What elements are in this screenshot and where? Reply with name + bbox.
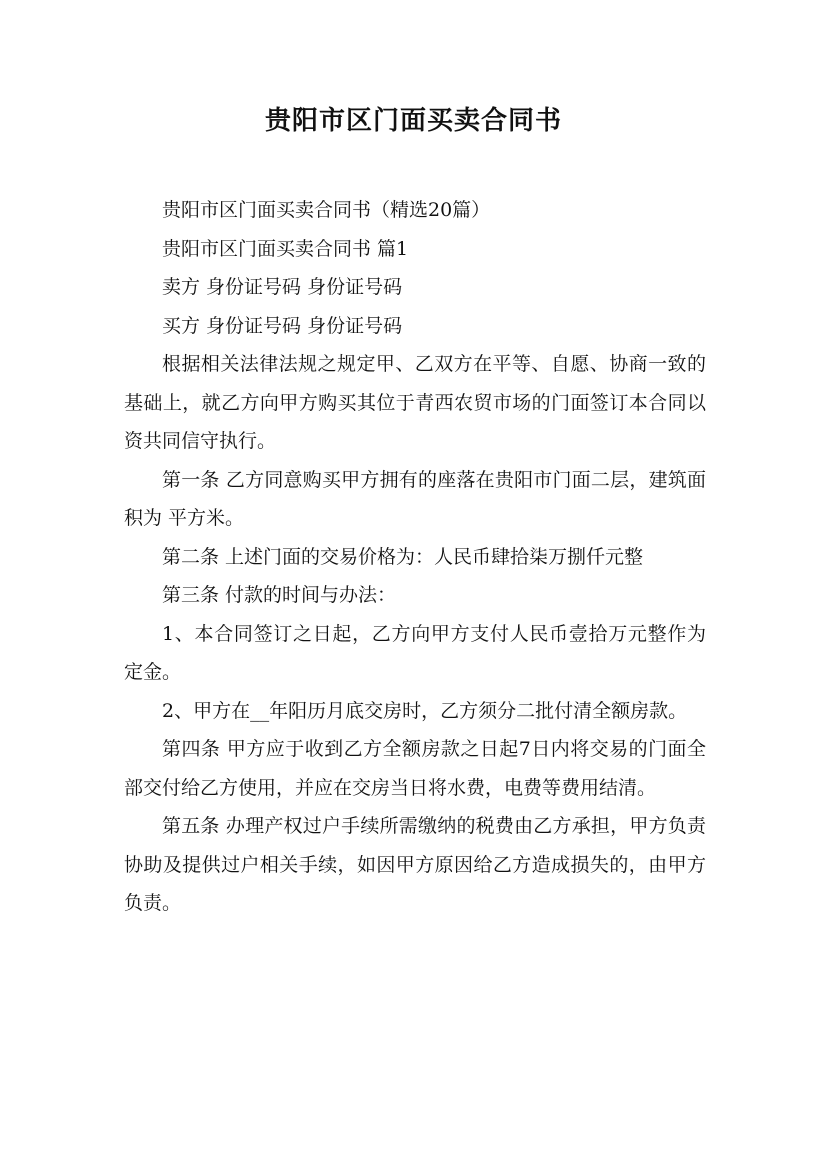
paragraph-article-1: 第一条 乙方同意购买甲方拥有的座落在贵阳市门面二层，建筑面积为 平方米。 bbox=[124, 468, 706, 529]
paragraph-article-2: 第二条 上述门面的交易价格为：人民币肆拾柒万捌仟元整 bbox=[162, 545, 644, 568]
document-body bbox=[124, 191, 706, 923]
paragraph-article-4: 第四条 甲方应于收到乙方全额房款之日起7日内将交易的门面全部交付给乙方使用，并应在交房当日将水费，电费等费用结清。 bbox=[124, 738, 706, 799]
paragraph-article-3-item-1: 1、本合同签订之日起，乙方向甲方支付人民币壹拾万元整作为定金。 bbox=[124, 622, 706, 683]
document-title: 贵阳市区门面买卖合同书 bbox=[264, 106, 562, 136]
paragraph-preamble: 根据相关法律法规之规定甲、乙双方在平等、自愿、协商一致的基础上，就乙方向甲方购买其位于青西农贸市场的门面签订本合同以资共同信守执行。 bbox=[124, 353, 706, 452]
paragraph-section-heading: 贵阳市区门面买卖合同书 篇1 bbox=[162, 237, 409, 260]
paragraph-article-5: 第五条 办理产权过户手续所需缴纳的税费由乙方承担，甲方负责协助及提供过户相关手续，如因甲方原因给乙方造成损失的，由甲方负责。 bbox=[124, 815, 706, 914]
paragraph-article-3-item-2: 2、甲方在__年阳历月底交房时，乙方须分二批付清全额房款。 bbox=[162, 699, 688, 722]
paragraph-article-3: 第三条 付款的时间与办法： bbox=[162, 584, 397, 606]
paragraph-subtitle: 贵阳市区门面买卖合同书（精选20篇） bbox=[162, 199, 491, 221]
paragraph-seller: 卖方 身份证号码 身份证号码 bbox=[162, 276, 403, 298]
paragraph-buyer: 买方 身份证号码 身份证号码 bbox=[162, 314, 403, 337]
